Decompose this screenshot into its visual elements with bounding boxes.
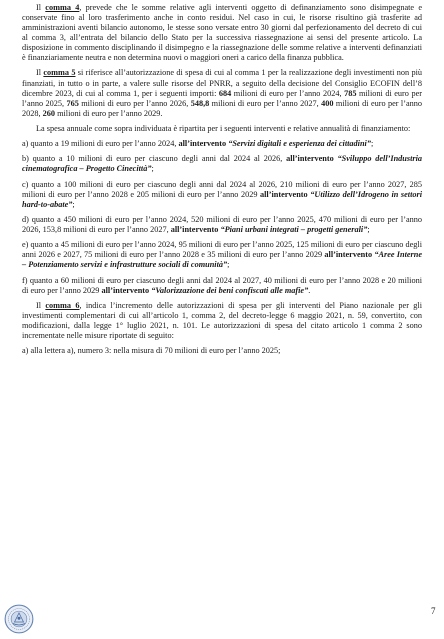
comma-reference: comma 6 (45, 300, 80, 310)
emphasis-text: “Aree Interne – Potenziamento servizi e infrastrutture sociali di comunità” (22, 250, 423, 270)
text-run: milioni di euro per l’anno 2025, (22, 88, 422, 108)
paragraph-comma-4 (22, 3, 422, 63)
emphasis-text: all’intervento (260, 189, 308, 199)
emphasis-text: “Piani urbani integrati – progetti generali” (220, 225, 368, 235)
page-number: 7 (431, 606, 436, 616)
text-run: ; (370, 139, 374, 149)
comma-reference: comma 5 (43, 68, 76, 78)
text-run: , indica l’incremento delle autorizzazioni di spesa per gli interventi del Piano nazionale per gli investimenti complementari di cui all’articolo 1, comma 2, del decreto-legge 6 maggio 2021, n. 59, convertito, con modificazioni, dalla legge 1° luglio 2021, n. 101. Le autorizzazioni di spesa del citato articolo 1 comma 2 sono incrementate nelle misure riportate di seguito: (22, 300, 422, 340)
list-item-c (22, 180, 422, 210)
document-page (22, 3, 422, 361)
text-run: ; (367, 225, 370, 235)
emphasis-text: “Servizi digitali e esperienza dei cittadini” (228, 139, 371, 149)
text-run: a) alla lettera a), numero 3: nella misura di 70 milioni di euro per l’anno 2025; (22, 346, 281, 356)
text-run: si riferisce all’autorizzazione di spesa di cui al comma 1 per la realizzazione degli investimenti non più finanziati, in tutto o in parte, a valere sulle risorse del PNRR, a seguito della decisione del Consiglio ECOFIN dell’8 dicembre 2023, di cui al comma 1, per i seguenti importi: (22, 68, 422, 98)
text-run: ; (227, 260, 230, 270)
list-item-e (22, 240, 422, 270)
text-run: milioni di euro per l’anno 2029. (55, 108, 163, 118)
text-run: ; (151, 164, 154, 174)
emphasis-text: all’intervento (170, 225, 219, 235)
emphasis-text: 684 (218, 88, 232, 98)
text-run: milioni di euro per l’anno 2024, (231, 88, 345, 98)
paragraph-ripartizione (22, 124, 422, 134)
paragraph-comma-6 (22, 301, 422, 341)
text-run: milioni di euro per l’anno 2027, (209, 98, 322, 108)
text-run: Il (36, 300, 46, 310)
text-run: e) quanto a 45 milioni di euro per l’anno 2024, 95 milioni di euro per l’anno 2025, 125 milioni di euro per ciascuno degli anni 2026 e 2027, 75 milioni di euro per l’anno 2028 e 35 milioni di euro per l’anno 2029 (22, 240, 422, 260)
emphasis-text: all’intervento (286, 154, 334, 164)
list-item-a (22, 139, 422, 149)
list-item-f (22, 276, 422, 296)
text-run: a) quanto a 19 milioni di euro per l’anno 2024, (22, 139, 179, 149)
text-run: Il (36, 68, 44, 78)
text-run: La spesa annuale come sopra individuata è ripartita per i seguenti interventi e relative annualità di finanziamento: (36, 123, 411, 133)
text-run: ; (72, 199, 75, 209)
emphasis-text: 765 (66, 98, 79, 108)
senato-seal-icon (4, 604, 34, 634)
text-run: , prevede che le somme relative agli interventi oggetto di definanziamento sono disimpegnate e conservate fino al loro trasferimento anche in conto residui. Nel caso in cui, le risorse risultino già trasferite ad amministrazioni aventi bilancio autonomo, le stesse sono versate entro 30 giorni dal perfezionamento del decreto di cui al comma 3, all’entrata del bilancio dello Stato per la successiva riassegnazione ai sensi del presente articolo. La disposizione in commento disciplinando il disimpegno e la riassegnazione delle somme relative a interventi definanziati è finanziariamente neutra e non determina nuovi o maggiori oneri a carico della finanza pubblica. (22, 3, 422, 63)
emphasis-text: 400 (321, 98, 334, 108)
emphasis-text: “Utilizzo dell’Idrogeno in settori hard-to-abate” (22, 189, 422, 209)
text-run: . (308, 285, 311, 295)
text-run: d) quanto a 450 milioni di euro per l’anno 2024, 520 milioni di euro per l’anno 2025, 470 milioni di euro per l’anno 2026, 153,8 milioni di euro per l’anno 2027, (22, 214, 422, 235)
emphasis-text: all’intervento (101, 285, 150, 295)
text-run: b) quanto a 10 milioni di euro per ciascuno degli anni dal 2024 al 2026, (22, 154, 287, 164)
paragraph-comma-5 (22, 68, 422, 118)
list-item-6a (22, 346, 422, 356)
text-run: f) quanto a 60 milioni di euro per ciascuno degli anni dal 2024 al 2027, 40 milioni di euro per l’anno 2028 e 20 milioni di euro per l’anno 2029 (22, 275, 422, 295)
list-item-d (22, 215, 422, 235)
emphasis-text: 260 (42, 108, 55, 118)
emphasis-text: all’intervento (178, 139, 227, 149)
comma-reference: comma 4 (45, 3, 80, 12)
text-run: milioni di euro per l’anno 2026, (78, 98, 191, 108)
emphasis-text: “Sviluppo dell’Industria cinematografica – Progetto Cinecittà” (22, 154, 423, 174)
text-run: c) quanto a 100 milioni di euro per ciascuno degli anni dal 2024 al 2026, 210 milioni di euro per l’anno 2027, 285 milioni di euro per l’anno 2028 e 205 milioni di euro per l’anno 2029 (22, 179, 422, 199)
emphasis-text: 548,8 (190, 98, 210, 108)
emphasis-text: all’intervento (324, 250, 373, 260)
text-run: Il (36, 3, 46, 12)
emphasis-text: 785 (344, 88, 357, 98)
list-item-b (22, 154, 422, 174)
emphasis-text: “Valorizzazione dei beni confiscati alle mafie” (151, 285, 309, 295)
text-run: milioni di euro per l’anno 2028, (22, 98, 423, 118)
